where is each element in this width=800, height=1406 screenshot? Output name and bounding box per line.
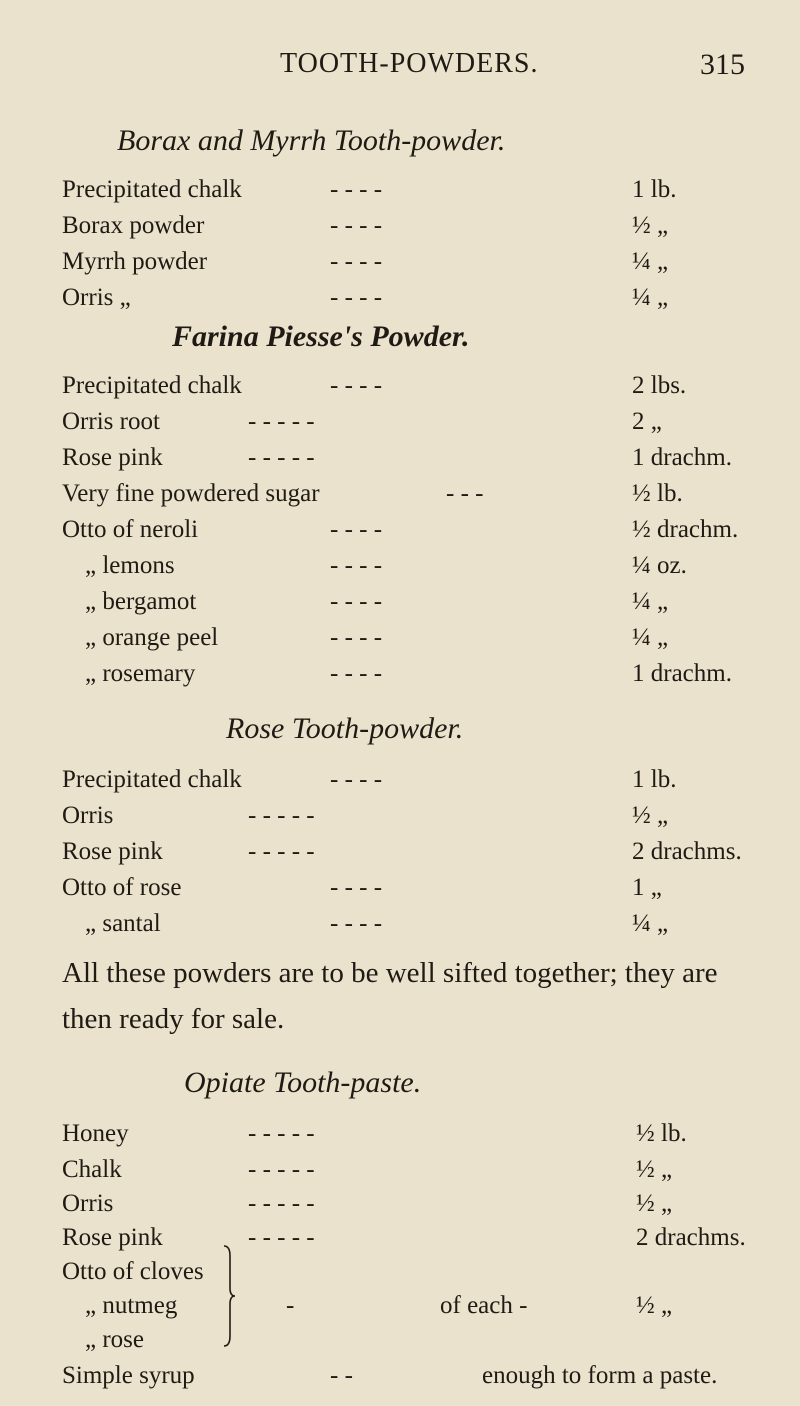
amount: ¼ oz.: [632, 552, 687, 579]
amount: ½ „: [636, 1292, 673, 1319]
recipe-row: [0, 838, 800, 872]
ingredient: „ rose: [85, 1326, 144, 1353]
amount: 2 „: [632, 408, 662, 435]
amount: 1 drachm.: [632, 660, 732, 687]
running-title: TOOTH-POWDERS.: [280, 48, 539, 79]
recipe-row: [0, 212, 800, 246]
amount: ½ lb.: [632, 480, 683, 507]
ingredient: Simple syrup: [62, 1362, 195, 1389]
ingredient: Otto of cloves: [62, 1258, 204, 1285]
ingredient: Orris root: [62, 408, 160, 435]
ingredient: Orris: [62, 802, 114, 829]
leader-dashes: - - - -: [330, 874, 383, 901]
leader-dashes: - - - -: [330, 176, 383, 203]
recipe-row: [0, 176, 800, 210]
amount: ½ lb.: [636, 1120, 687, 1147]
leader-dashes: - - -: [446, 480, 484, 507]
ingredient: Precipitated chalk: [62, 176, 242, 203]
ingredient: Myrrh powder: [62, 248, 208, 275]
amount: ¼ „: [632, 588, 669, 615]
amount: ¼ „: [632, 624, 669, 651]
leader-dashes: -: [286, 1292, 295, 1319]
ingredient: Orris: [62, 1190, 114, 1217]
of-each-label: of each -: [440, 1292, 528, 1319]
amount: 2 drachms.: [632, 838, 742, 865]
section-title-farina: Farina Piesse's Powder.: [172, 320, 470, 353]
leader-dashes: - - - -: [330, 588, 383, 615]
recipe-row: [0, 910, 800, 944]
grouping-brace-icon: [222, 1244, 236, 1348]
ingredient: „ lemons: [85, 552, 175, 579]
recipe-row: [0, 1362, 800, 1396]
recipe-row: [0, 480, 800, 514]
recipe-row: [0, 1224, 800, 1258]
amount: enough to form a paste.: [482, 1362, 718, 1389]
ingredient: „ bergamot: [85, 588, 197, 615]
ingredient: Chalk: [62, 1156, 122, 1183]
amount: ¼ „: [632, 248, 669, 275]
ingredient: Otto of neroli: [62, 516, 199, 543]
recipe-row: [0, 1292, 800, 1326]
recipe-row: [0, 1120, 800, 1154]
recipe-row: [0, 516, 800, 550]
leader-dashes: - - - -: [330, 212, 383, 239]
ingredient: Otto of rose: [62, 874, 182, 901]
amount: 1 lb.: [632, 766, 677, 793]
leader-dashes: - - - - -: [248, 408, 315, 435]
amount: 1 lb.: [632, 176, 677, 203]
amount: ½ „: [632, 212, 669, 239]
leader-dashes: - - - -: [330, 766, 383, 793]
recipe-row: [0, 408, 800, 442]
recipe-row: [0, 874, 800, 908]
amount: ½ „: [632, 802, 669, 829]
ingredient: Precipitated chalk: [62, 766, 242, 793]
recipe-row: [0, 766, 800, 800]
leader-dashes: - - - - -: [248, 1120, 315, 1147]
section-title-opiate: Opiate Tooth-paste.: [184, 1066, 422, 1099]
recipe-row: [0, 588, 800, 622]
ingredient: „ santal: [85, 910, 161, 937]
leader-dashes: - - - - -: [248, 802, 315, 829]
recipe-row: [0, 444, 800, 478]
ingredient: Borax powder: [62, 212, 205, 239]
amount: ½ „: [636, 1190, 673, 1217]
recipe-row: [0, 1258, 800, 1292]
amount: 2 lbs.: [632, 372, 687, 399]
section-title-rose: Rose Tooth-powder.: [226, 712, 464, 745]
leader-dashes: - - - -: [330, 248, 383, 275]
page-header: [0, 48, 800, 88]
recipe-row: [0, 802, 800, 836]
amount: 1 drachm.: [632, 444, 732, 471]
recipe-row: [0, 372, 800, 406]
leader-dashes: - - - - -: [248, 1190, 315, 1217]
leader-dashes: - -: [330, 1362, 353, 1389]
amount: ½ drachm.: [632, 516, 739, 543]
leader-dashes: - - - -: [330, 516, 383, 543]
recipe-row: [0, 1326, 800, 1360]
recipe-row: [0, 624, 800, 658]
ingredient: Precipitated chalk: [62, 372, 242, 399]
section-title-borax-myrrh: Borax and Myrrh Tooth-powder.: [117, 124, 506, 157]
leader-dashes: - - - - -: [248, 444, 315, 471]
leader-dashes: - - - -: [330, 910, 383, 937]
leader-dashes: - - - -: [330, 284, 383, 311]
amount: 2 drachms.: [636, 1224, 746, 1251]
amount: 1 „: [632, 874, 662, 901]
leader-dashes: - - - -: [330, 624, 383, 651]
ingredient: „ rosemary: [85, 660, 196, 687]
recipe-row: [0, 552, 800, 586]
recipe-row: [0, 1190, 800, 1224]
ingredient: „ orange peel: [85, 624, 219, 651]
leader-dashes: - - - - -: [248, 838, 315, 865]
recipe-row: [0, 248, 800, 282]
leader-dashes: - - - -: [330, 552, 383, 579]
ingredient: Orris „: [62, 284, 131, 311]
ingredient: Rose pink: [62, 1224, 163, 1251]
amount: ¼ „: [632, 284, 669, 311]
recipe-row: [0, 1156, 800, 1190]
amount: ¼ „: [632, 910, 669, 937]
ingredient: Very fine powdered sugar: [62, 480, 320, 507]
leader-dashes: - - - -: [330, 660, 383, 687]
leader-dashes: - - - - -: [248, 1224, 315, 1251]
recipe-row: [0, 284, 800, 318]
body-paragraph: All these powders are to be well sifted together; they are then ready for sale.: [62, 957, 718, 1035]
leader-dashes: - - - - -: [248, 1156, 315, 1183]
leader-dashes: - - - -: [330, 372, 383, 399]
ingredient: Honey: [62, 1120, 129, 1147]
ingredient: Rose pink: [62, 444, 163, 471]
recipe-row: [0, 660, 800, 694]
ingredient: Rose pink: [62, 838, 163, 865]
ingredient: „ nutmeg: [85, 1292, 178, 1319]
amount: ½ „: [636, 1156, 673, 1183]
page-number: 315: [700, 48, 745, 81]
